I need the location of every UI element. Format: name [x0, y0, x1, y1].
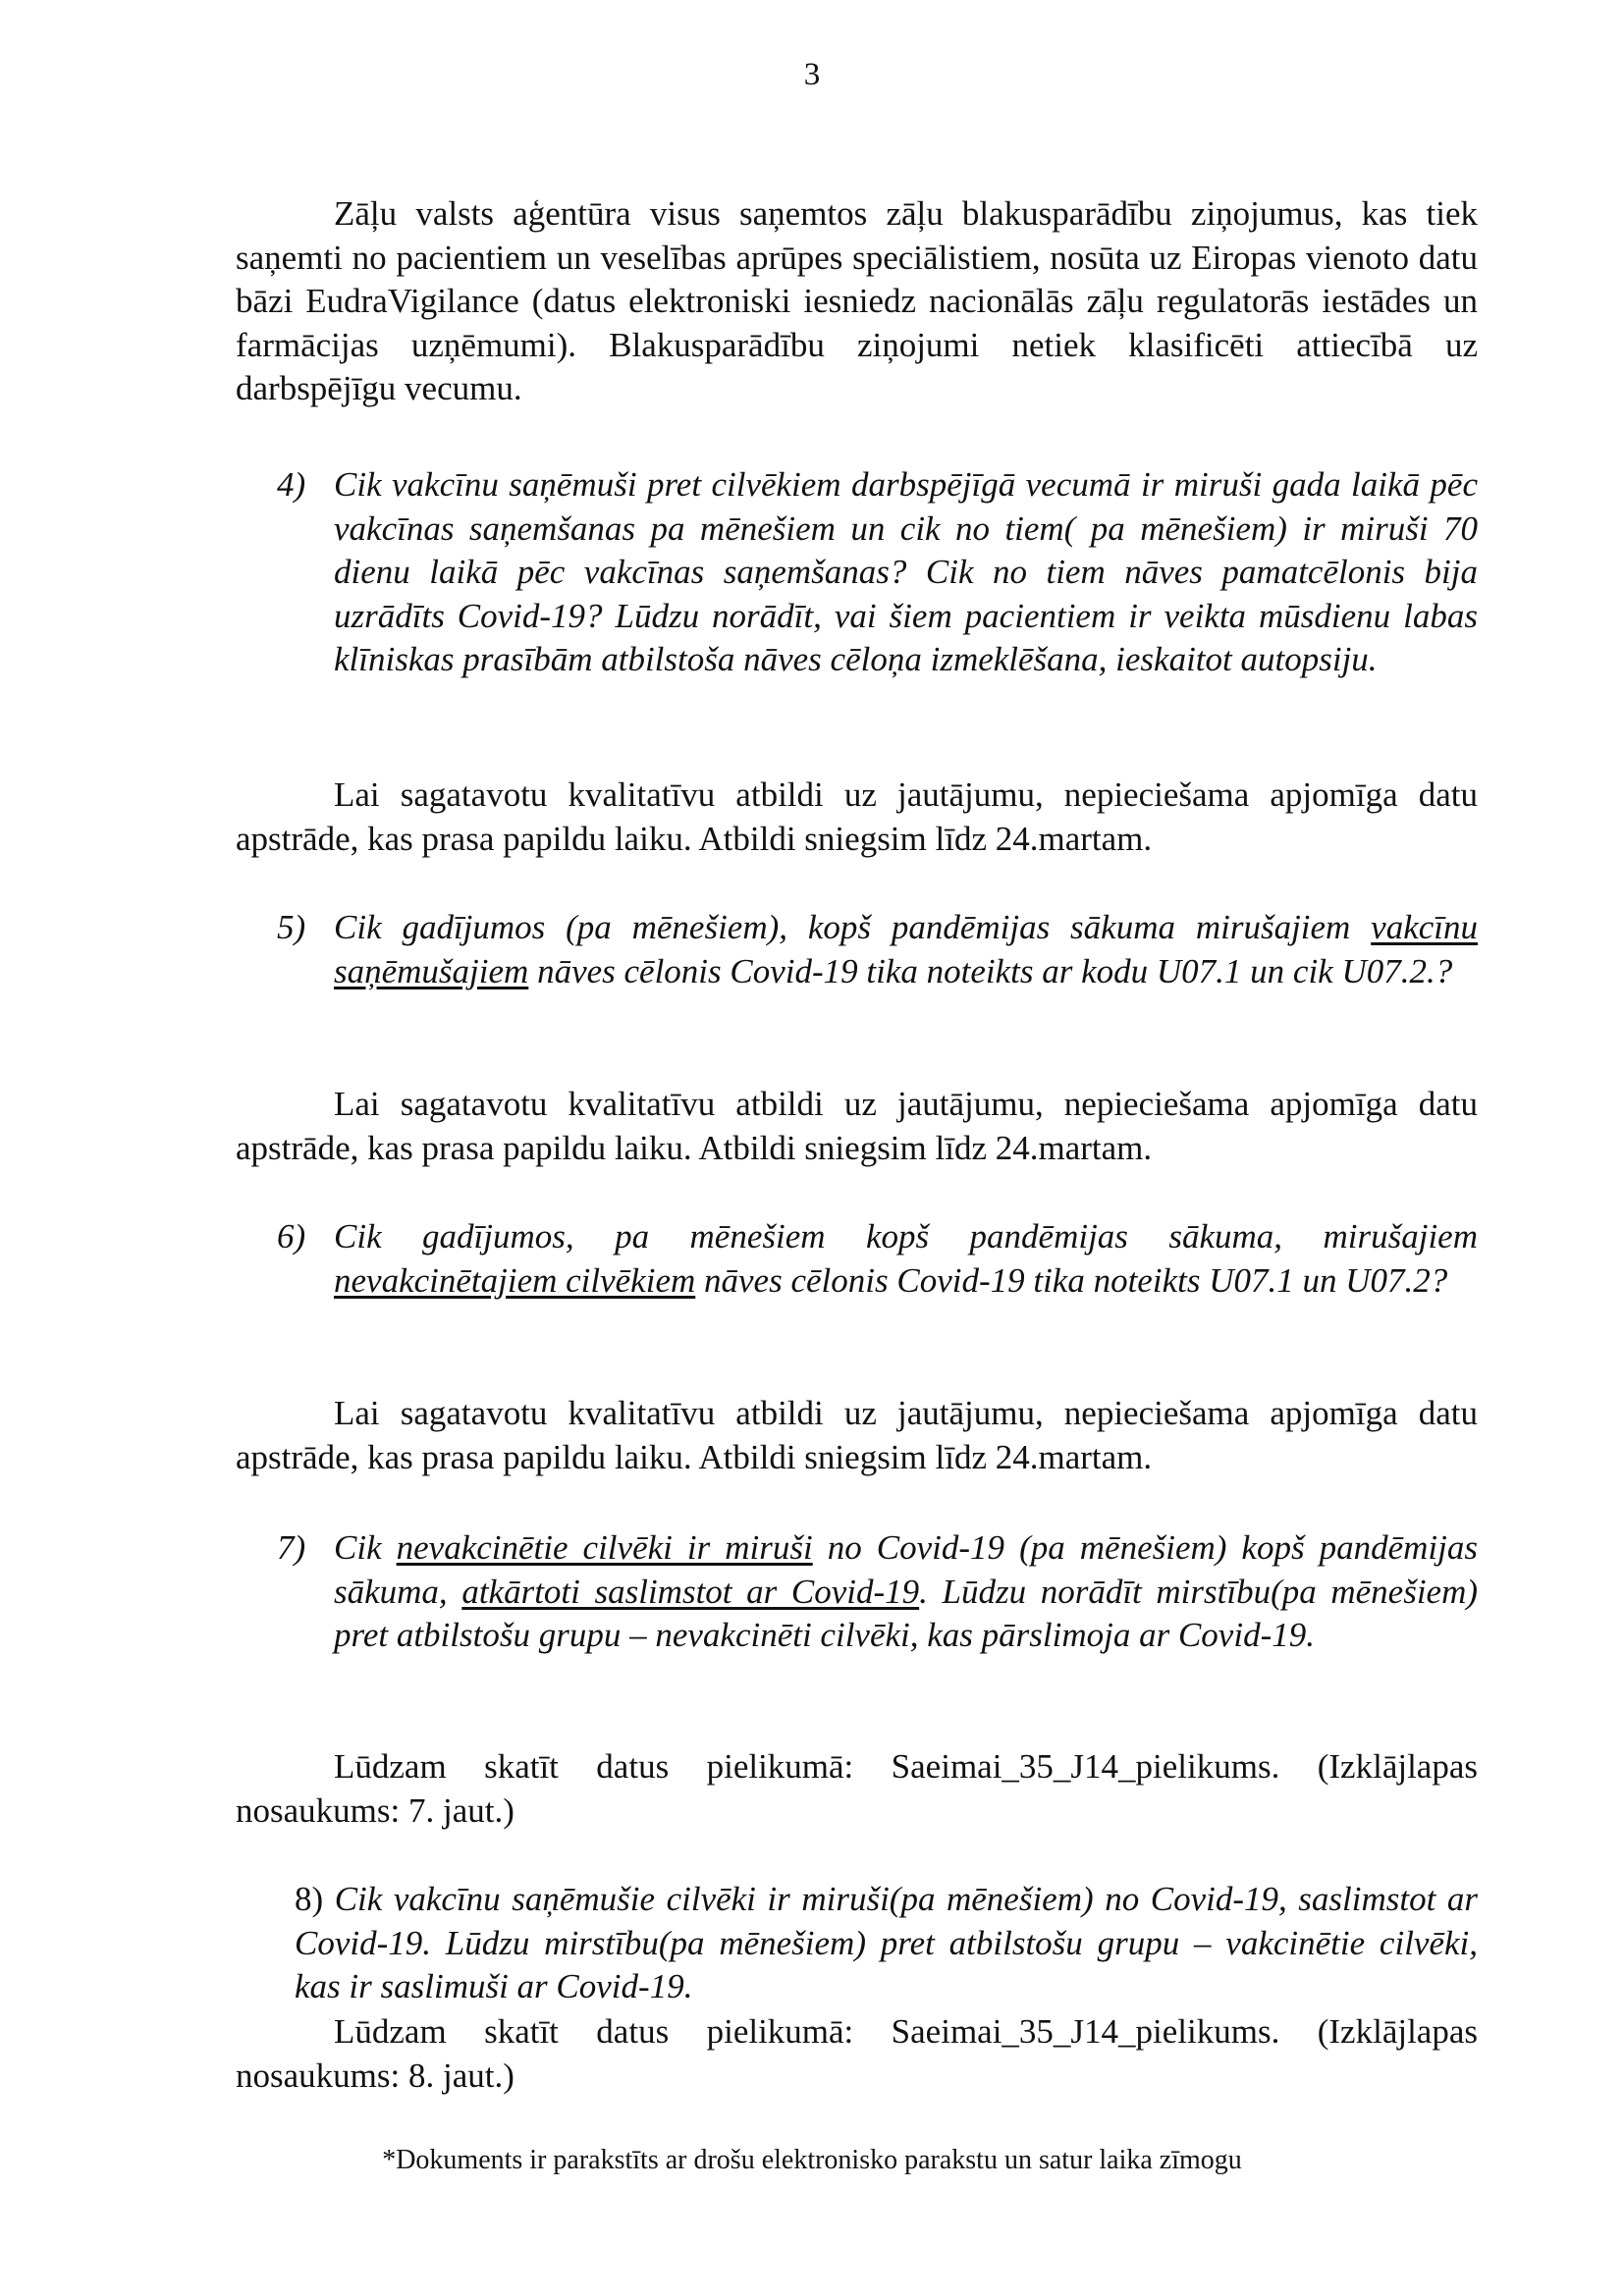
- question-6-underlined: nevakcinētajiem cilvēkiem: [334, 1260, 696, 1300]
- question-4-text: Cik vakcīnu saņēmuši pret cilvēkiem darbspējīgā vecumā ir miruši gada laikā pēc vakcīnas saņemšanas pa mēnešiem un cik no tiem( pa mēnešiem) ir miruši 70 dienu laikā pēc vakcīnas saņemšanas? Cik no tiem nāves pamatcēlonis bija uzrādīts Covid-19? Lūdzu norādīt, vai šiem pacientiem ir veikta mūsdienu labas klīniskas prasībām atbilstoša nāves cēloņa izmeklēšana, ieskaitot autopsiju.: [334, 465, 1478, 678]
- question-5-number: 5): [277, 908, 306, 946]
- signature-note: *Dokuments ir parakstīts ar drošu elektronisko parakstu un satur laika zīmogu: [382, 2145, 1242, 2175]
- question-7-text-2: no Covid-19 (pa mēnešiem) kopš pandēmijas sākuma,: [334, 1528, 1478, 1611]
- answer-7: Lūdzam skatīt datus pielikumā: Saeimai_35_J14_pielikums. (Izklājlapas nosaukums: 7. jaut.): [236, 1747, 1478, 1830]
- question-5-underlined: vakcīnu saņēmušajiem: [334, 908, 1478, 990]
- question-7-number: 7): [277, 1528, 306, 1567]
- question-5: [277, 906, 1478, 993]
- question-7-text-3: . Lūdzu norādīt mirstību(pa mēnešiem) pret atbilstošu grupu – nevakcinēti cilvēki, kas pārslimoja ar Covid-19.: [334, 1572, 1479, 1654]
- question-8-text: Cik vakcīnu saņēmušie cilvēki ir miruši(pa mēnešiem) no Covid-19, saslimstot ar Covid-19. Lūdzu mirstību(pa mēnešiem) pret atbilstošu grupu – vakcinētie cilvēki, kas ir saslimuši ar Covid-19.: [295, 1880, 1478, 2005]
- question-7: [277, 1526, 1479, 1658]
- answer-8: Lūdzam skatīt datus pielikumā: Saeimai_35_J14_pielikums. (Izklājlapas nosaukums: 8. jaut.): [236, 2012, 1478, 2095]
- question-7-underlined-1: nevakcinētie cilvēki ir miruši: [396, 1528, 813, 1567]
- answer-4: Lai sagatavotu kvalitatīvu atbildi uz jautājumu, nepieciešama apjomīga datu apstrāde, kas prasa papildu laiku. Atbildi sniegsim līdz 24.martam.: [236, 775, 1478, 858]
- question-8-number: 8): [295, 1880, 324, 1918]
- answer-5: Lai sagatavotu kvalitatīvu atbildi uz jautājumu, nepieciešama apjomīga datu apstrāde, kas prasa papildu laiku. Atbildi sniegsim līdz 24.martam.: [236, 1085, 1478, 1167]
- page-number: 3: [803, 57, 821, 92]
- question-7-text: Cik: [334, 1528, 397, 1567]
- answer-6: Lai sagatavotu kvalitatīvu atbildi uz jautājumu, nepieciešama apjomīga datu apstrāde, kas prasa papildu laiku. Atbildi sniegsim līdz 24.martam.: [236, 1394, 1478, 1476]
- intro-paragraph: Zāļu valsts aģentūra visus saņemtos zāļu blakusparādību ziņojumus, kas tiek saņemti no pacientiem un veselības aprūpes speciālistiem, nosūta uz Eiropas vienoto datu bāzi EudraVigilance (datus elektroniski iesniedz nacionālās zāļu regulatorās iestādes un farmācijas uzņēmumi). Blakusparādību ziņojumi netiek klasificēti attiecībā uz darbspējīgu vecumu.: [236, 194, 1478, 407]
- question-6-text-cont: nāves cēlonis Covid-19 tika noteikts U07.1 un U07.2?: [695, 1260, 1448, 1300]
- question-7-underlined-2: atkārtoti saslimstot ar Covid-19: [461, 1572, 920, 1611]
- question-6-text: Cik gadījumos, pa mēnešiem kopš pandēmijas sākuma, mirušajiem: [334, 1217, 1478, 1255]
- question-5-text-cont: nāves cēlonis Covid-19 tika noteikts ar kodu U07.1 un cik U07.2.?: [528, 951, 1453, 990]
- question-4-number: 4): [277, 465, 306, 504]
- question-6-number: 6): [277, 1217, 306, 1255]
- question-4: [277, 463, 1478, 682]
- question-6: [277, 1215, 1478, 1303]
- question-5-text: Cik gadījumos (pa mēnešiem), kopš pandēmijas sākuma mirušajiem: [334, 908, 1372, 946]
- question-8: [295, 1878, 1478, 2009]
